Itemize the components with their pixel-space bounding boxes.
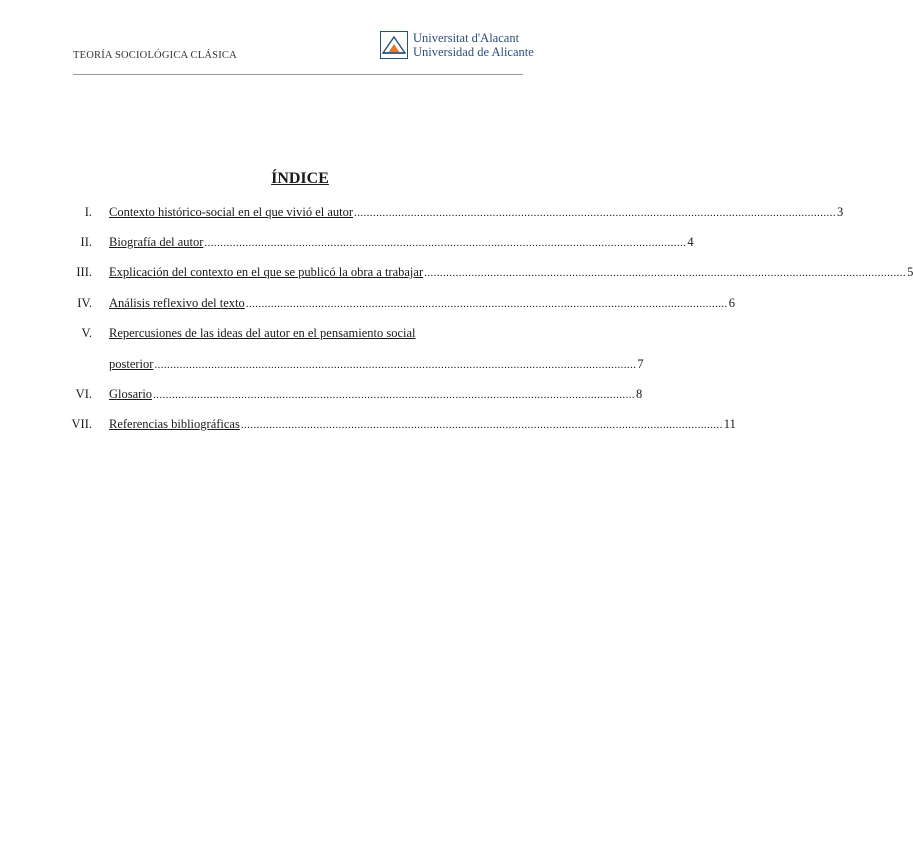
toc-leader: .........................................................................................................................................................	[354, 207, 836, 219]
toc-leader: .........................................................................................................................................................	[153, 389, 636, 401]
toc-entry-5-continued	[60, 355, 644, 373]
toc-entry-3	[60, 263, 913, 281]
logo-line-spanish: Universidad de Alicante	[413, 45, 534, 59]
toc-leader: .........................................................................................................................................................	[245, 298, 728, 310]
toc-link[interactable]: Análisis reflexivo del texto	[109, 296, 245, 310]
toc-page-number: 5	[907, 265, 913, 279]
toc-number: V.	[81, 326, 92, 340]
toc-leader: .........................................................................................................................................................	[240, 419, 723, 431]
toc-entry-7	[60, 415, 736, 433]
index-heading: ÍNDICE	[271, 170, 329, 187]
toc-page-number: 8	[636, 387, 643, 401]
toc-number: I.	[84, 205, 92, 219]
toc-entry-5	[60, 324, 540, 342]
toc-page-number: 7	[637, 357, 644, 371]
logo-line-valencian: Universitat d'Alacant	[413, 31, 520, 45]
toc-number: II.	[80, 235, 92, 249]
toc-link[interactable]: Biografía del autor	[109, 235, 204, 249]
toc-number: VI.	[75, 387, 92, 401]
toc-leader: .........................................................................................................................................................	[204, 237, 687, 249]
toc-leader: .........................................................................................................................................................	[424, 267, 907, 279]
toc-link[interactable]: posterior	[109, 357, 154, 371]
toc-link[interactable]: Glosario	[109, 387, 153, 401]
toc-link[interactable]: Explicación del contexto en el que se publicó la obra a trabajar	[109, 265, 424, 279]
toc-page-number: 3	[837, 205, 844, 219]
toc-leader: .........................................................................................................................................................	[154, 359, 637, 371]
toc-page-number: 4	[687, 235, 694, 249]
toc-number: IV.	[77, 296, 92, 310]
toc-entry-2	[60, 233, 694, 251]
toc-page-number: 11	[723, 417, 736, 431]
header-title: TEORÍA SOCIOLÓGICA CLÁSICA	[73, 50, 237, 61]
toc-entry-1	[60, 203, 844, 221]
toc-link[interactable]: Contexto histórico-social en el que vivió el autor	[109, 205, 354, 219]
toc-link[interactable]: Repercusiones de las ideas del autor en el pensamiento social	[109, 326, 416, 340]
toc-number: VII.	[71, 417, 92, 431]
toc-number: III.	[76, 265, 92, 279]
toc-link[interactable]: Referencias bibliográficas	[109, 417, 240, 431]
toc-entry-4	[60, 294, 735, 312]
table-of-contents	[60, 0, 913, 848]
toc-page-number: 6	[728, 296, 735, 310]
toc-entry-6	[60, 385, 643, 403]
